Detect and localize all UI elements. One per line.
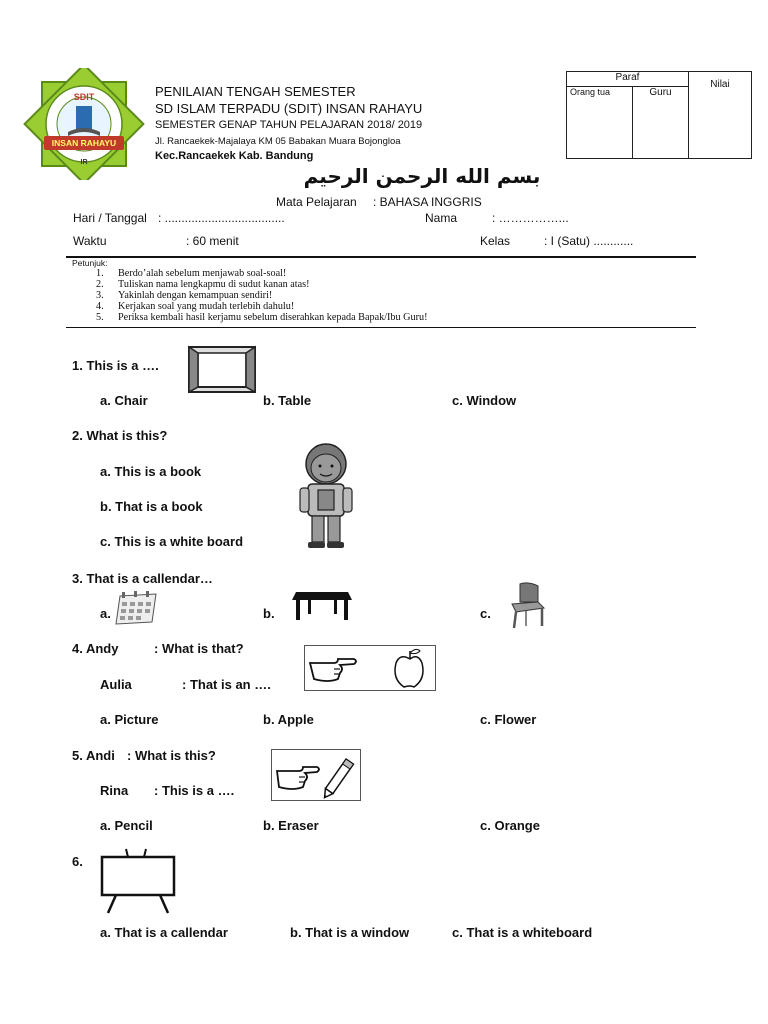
q5-option-c[interactable]: c. Orange — [480, 818, 540, 833]
pointing-hand-apple-picture — [304, 645, 436, 691]
header-line-2: SD ISLAM TERPADU (SDIT) INSAN RAHAYU — [155, 101, 423, 116]
question-2: 2. What is this? — [72, 428, 168, 443]
question-3: 3. That is a callendar… — [72, 571, 213, 586]
q1-option-b[interactable]: b. Table — [263, 393, 312, 408]
q4-line-2: : That is an …. — [182, 677, 271, 692]
q6-option-a[interactable]: a. That is a callendar — [100, 925, 228, 940]
petunjuk-item: 3. Yakinlah dengan kemampuan sendiri! — [96, 289, 273, 301]
q2-option-a[interactable]: a. This is a book — [100, 464, 202, 479]
divider-top — [66, 256, 696, 258]
whiteboard-picture — [96, 847, 180, 915]
petunjuk-item: 1. Berdo’alah sebelum menjawab soal-soal! — [96, 268, 287, 279]
question-6: 6. — [72, 854, 83, 869]
paraf-header: Paraf — [567, 72, 689, 87]
petunjuk-item: 5. Periksa kembali hasil kerjamu sebelum diserahkan kepada Bapak/Ibu Guru! — [96, 311, 428, 323]
divider-bottom — [66, 327, 696, 328]
q3-option-b[interactable]: b. — [263, 606, 275, 621]
header-line-1: PENILAIAN TENGAH SEMESTER — [155, 84, 356, 99]
q5-option-a[interactable]: a. Pencil — [100, 818, 153, 833]
paraf-nilai-box — [566, 71, 752, 159]
kelas-label: Kelas — [480, 234, 511, 248]
school-logo — [22, 68, 146, 180]
header-line-4: Jl. Rancaekek-Majalaya KM 05 Babakan Muara Bojongloa — [155, 136, 401, 147]
q2-option-c[interactable]: c. This is a white board — [100, 534, 244, 549]
logo-top-text: SDIT — [73, 92, 95, 102]
mapel-label: Mata Pelajaran — [276, 195, 357, 209]
kelas-value: : I (Satu) ............ — [544, 234, 634, 248]
nama-value: : ……………... — [492, 211, 569, 225]
q3-option-a[interactable]: a. — [100, 606, 111, 621]
header-line-3: SEMESTER GENAP TAHUN PELAJARAN 2018/ 2019 — [155, 119, 423, 131]
basmalah-calligraphy: بسم الله الرحمن الرحيم — [303, 164, 541, 188]
boy-holding-book-picture — [296, 442, 356, 550]
q6-option-c[interactable]: c. That is a whiteboard — [452, 925, 593, 940]
calendar-picture — [112, 590, 160, 626]
petunjuk-list — [96, 269, 428, 324]
q4-line-1: : What is that? — [154, 641, 244, 656]
waktu-label: Waktu — [73, 234, 107, 248]
nilai-cell: Nilai — [689, 72, 752, 159]
hari-label: Hari / Tanggal — [73, 211, 147, 225]
q1-option-c[interactable]: c. Window — [452, 393, 517, 408]
question-1: 1. This is a …. — [72, 358, 159, 373]
q4-option-b[interactable]: b. Apple — [263, 712, 314, 727]
q6-option-b[interactable]: b. That is a window — [290, 925, 410, 940]
petunjuk-item: 2. Tuliskan nama lengkapmu di sudut kanan atas! — [96, 278, 310, 290]
q5-line-1: : What is this? — [127, 748, 216, 763]
guru-cell: Guru — [633, 87, 689, 159]
q1-option-a[interactable]: a. Chair — [100, 393, 148, 408]
q4-speaker-1: 4. Andy — [72, 641, 119, 656]
q5-option-b[interactable]: b. Eraser — [263, 818, 319, 833]
chair-picture — [506, 582, 550, 630]
petunjuk-title: Petunjuk: — [72, 258, 108, 268]
q4-option-a[interactable]: a. Picture — [100, 712, 159, 727]
logo-mark-text: IR — [80, 159, 88, 166]
table-picture — [290, 586, 354, 622]
logo-bottom-text: INSAN RAHAYU — [51, 138, 117, 148]
q5-line-2: : This is a …. — [154, 783, 235, 798]
q3-option-c[interactable]: c. — [480, 606, 491, 621]
header-line-5: Kec.Rancaekek Kab. Bandung — [155, 150, 314, 162]
nama-label: Nama — [425, 211, 458, 225]
orang-tua-cell: Orang tua — [567, 87, 633, 159]
q4-speaker-2: Aulia — [100, 677, 132, 692]
mapel-value: : BAHASA INGGRIS — [373, 195, 482, 209]
q5-speaker-2: Rina — [100, 783, 129, 798]
pointing-hand-pencil-picture — [271, 749, 361, 801]
q2-option-b[interactable]: b. That is a book — [100, 499, 203, 514]
hari-value: : .................................... — [158, 211, 285, 225]
petunjuk-item: 4. Kerjakan soal yang mudah terlebih dahulu! — [96, 300, 295, 312]
waktu-value: : 60 menit — [186, 234, 239, 248]
q4-option-c[interactable]: c. Flower — [480, 712, 537, 727]
window-picture — [186, 345, 258, 395]
q5-speaker-1: 5. Andi — [72, 748, 115, 763]
